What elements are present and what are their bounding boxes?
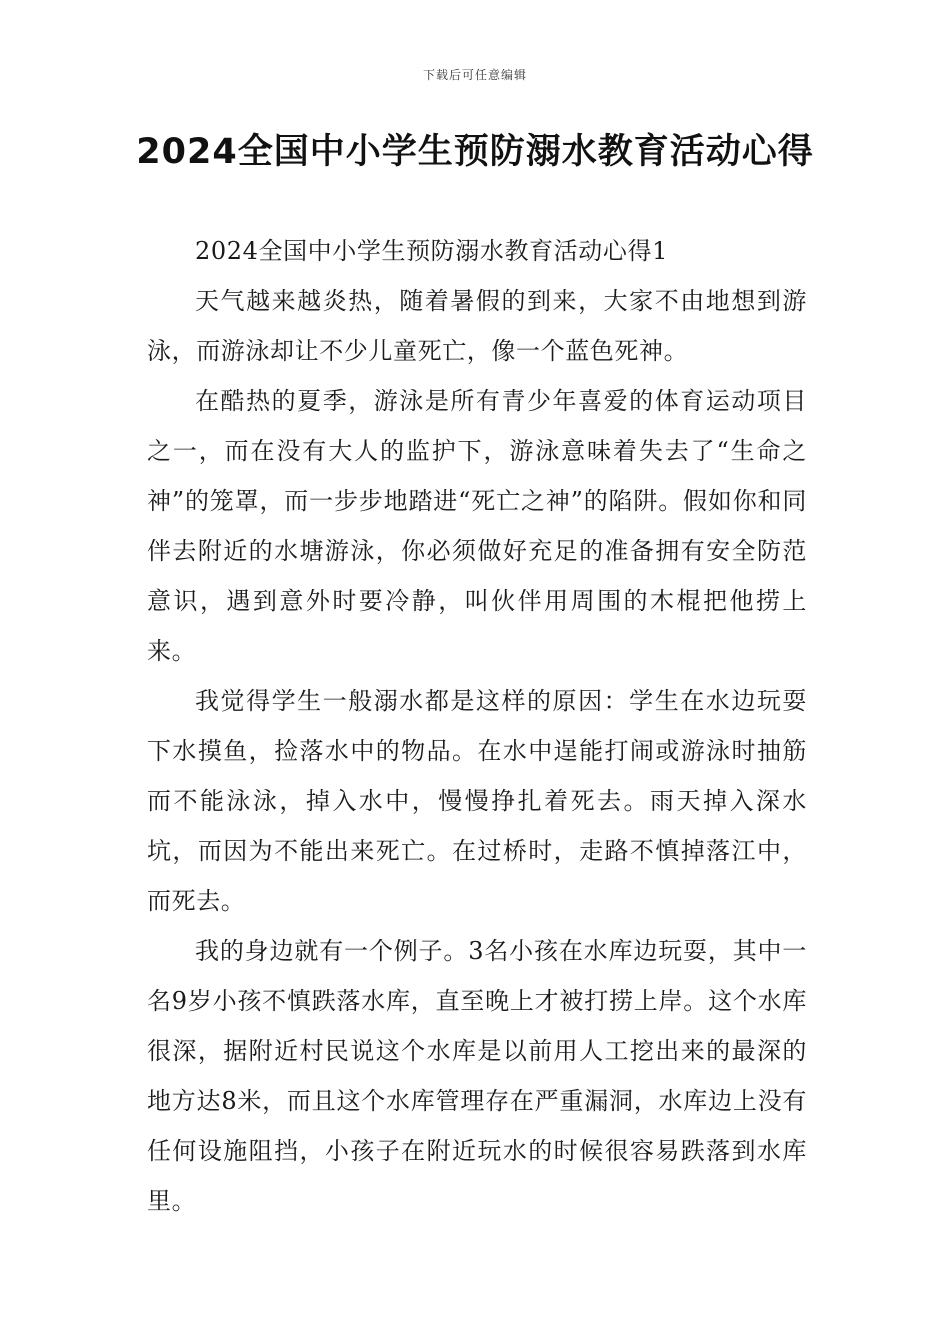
document-title: 2024全国中小学生预防溺水教育活动心得 (136, 132, 814, 172)
document-body (147, 226, 807, 1226)
body-paragraph: 我的身边就有一个例子。3名小孩在水库边玩耍，其中一名9岁小孩不慎跌落水库，直至晚上才被打捞上岸。这个水库很深，据附近村民说这个水库是以前用人工挖出来的最深的地方达8米，而且这个水库管理存在严重漏洞，水库边上没有任何设施阻挡，小孩子在附近玩水的时候很容易跌落到水库里。 (147, 937, 807, 1215)
body-paragraph: 天气越来越炎热，随着暑假的到来，大家不由地想到游泳，而游泳却让不少儿童死亡，像一个蓝色死神。 (147, 287, 807, 365)
body-paragraph: 在酷热的夏季，游泳是所有青少年喜爱的体育运动项目之一，而在没有大人的监护下，游泳意味着失去了“生命之神”的笼罩，而一步步地踏进“死亡之神”的陷阱。假如你和同伴去附近的水塘游泳，你必须做好充足的准备拥有安全防范意识，遇到意外时要冷静，叫伙伴用周围的木棍把他捞上来。 (147, 387, 807, 665)
body-paragraph: 我觉得学生一般溺水都是这样的原因：学生在水边玩耍下水摸鱼，捡落水中的物品。在水中逞能打闹或游泳时抽筋而不能泳泳，掉入水中，慢慢挣扎着死去。雨天掉入深水坑，而因为不能出来死亡。在过桥时，走路不慎掉落江中，而死去。 (147, 687, 807, 915)
subtitle-paragraph: 2024全国中小学生预防溺水教育活动心得1 (195, 237, 668, 265)
header-note: 下载后可任意编辑 (422, 68, 527, 82)
